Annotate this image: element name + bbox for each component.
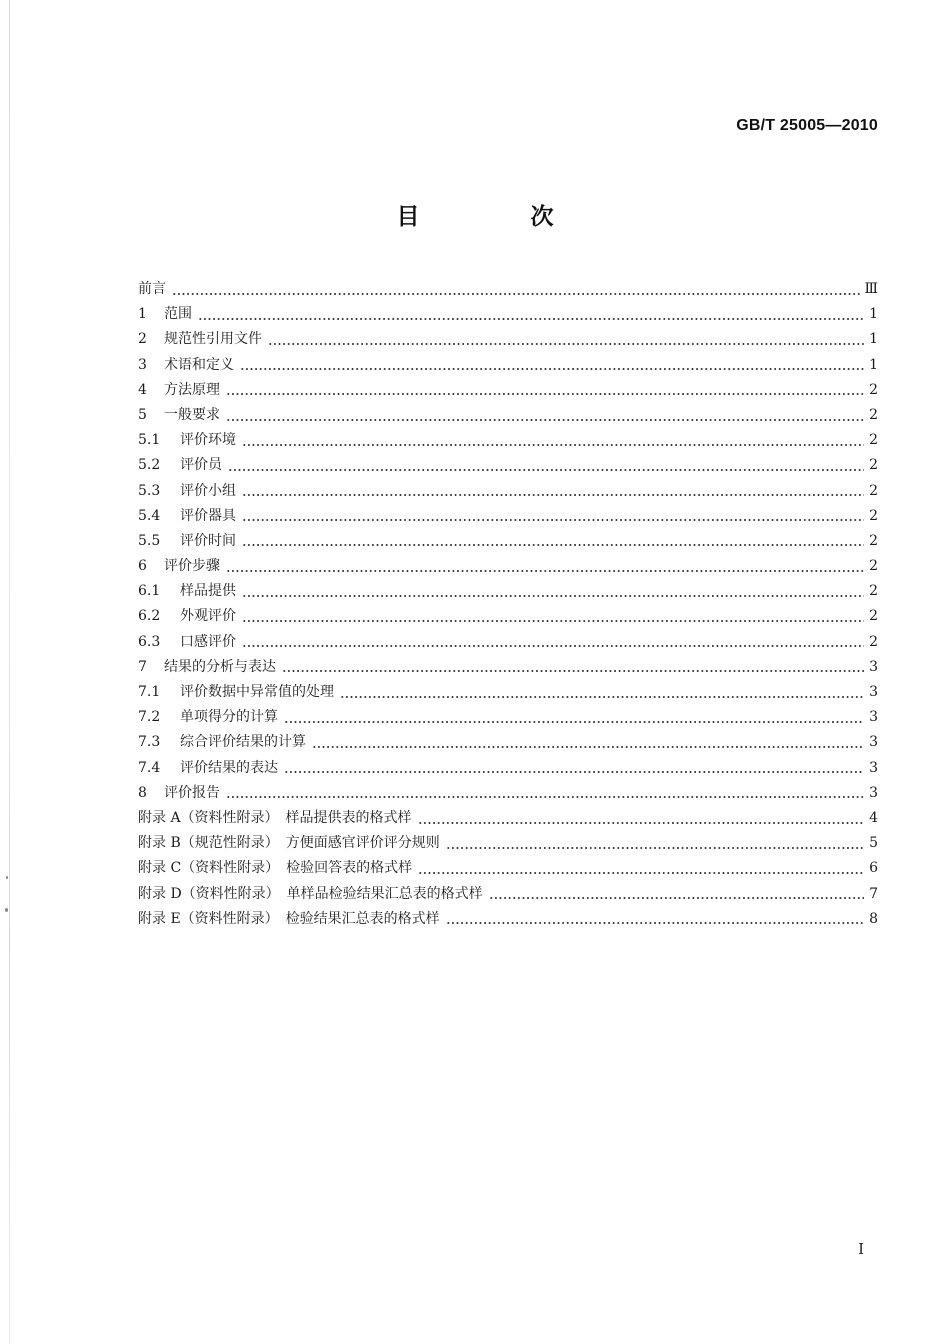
toc-entry-label: 样品提供 xyxy=(180,583,236,600)
toc-dot-leader xyxy=(242,585,864,599)
table-of-contents xyxy=(138,277,878,932)
toc-entry-label: 口感评价 xyxy=(180,633,236,650)
toc-entry[interactable] xyxy=(138,630,878,655)
toc-entry[interactable] xyxy=(138,327,878,352)
standard-number: GB/T 25005—2010 xyxy=(736,117,878,134)
toc-dot-leader xyxy=(489,887,864,901)
toc-entry[interactable] xyxy=(138,277,878,302)
toc-entry-label: 附录 A（资料性附录） 样品提供表的格式样 xyxy=(138,809,412,826)
toc-entry[interactable] xyxy=(138,529,878,554)
toc-entry-label: 术语和定义 xyxy=(164,356,234,373)
toc-entry-page: 3 xyxy=(869,734,878,751)
toc-entry-label: 综合评价结果的计算 xyxy=(180,734,306,751)
toc-dot-leader xyxy=(242,635,864,649)
toc-entry-page: 8 xyxy=(869,910,878,927)
toc-dot-leader xyxy=(284,761,864,775)
toc-entry-label: 附录 E（资料性附录） 检验结果汇总表的格式样 xyxy=(138,910,440,927)
toc-entry-label: 评价结果的表达 xyxy=(180,759,278,776)
toc-dot-leader xyxy=(226,383,864,397)
toc-entry[interactable] xyxy=(138,403,878,428)
toc-entry-label: 单项得分的计算 xyxy=(180,709,278,726)
toc-dot-leader xyxy=(446,912,864,926)
toc-entry-page: 2 xyxy=(869,457,878,474)
toc-entry-label: 评价环境 xyxy=(180,432,236,449)
toc-entry-number: 7.1 xyxy=(138,684,161,700)
toc-entry-number: 5.4 xyxy=(138,507,161,524)
toc-entry-number: 5.2 xyxy=(138,457,161,474)
toc-entry[interactable] xyxy=(138,479,878,504)
toc-entry[interactable] xyxy=(138,579,878,604)
toc-dot-leader xyxy=(242,509,864,523)
toc-entry-page: 1 xyxy=(869,331,878,348)
toc-entry-page: 5 xyxy=(869,835,878,852)
toc-entry-number: 6.3 xyxy=(138,633,161,650)
toc-entry-page: Ⅲ xyxy=(864,281,878,297)
toc-entry-number: 3 xyxy=(138,356,147,373)
toc-dot-leader xyxy=(240,358,864,372)
toc-entry-number: 7.3 xyxy=(138,734,161,751)
toc-entry-label: 一般要求 xyxy=(164,406,220,423)
toc-entry[interactable] xyxy=(138,907,878,932)
toc-entry-number: 6.2 xyxy=(138,608,161,625)
toc-dot-leader xyxy=(242,534,864,548)
toc-dot-leader xyxy=(228,459,864,473)
toc-entry-number: 4 xyxy=(138,381,147,398)
toc-dot-leader xyxy=(226,409,864,423)
toc-dot-leader xyxy=(446,837,864,851)
toc-entry-number: 7.4 xyxy=(138,759,161,776)
toc-entry-label: 附录 D（资料性附录） 单样品检验结果汇总表的格式样 xyxy=(138,885,483,902)
toc-entry[interactable] xyxy=(138,604,878,629)
toc-entry-page: 3 xyxy=(869,709,878,726)
toc-dot-leader xyxy=(226,560,864,574)
toc-entry-label: 结果的分析与表达 xyxy=(164,658,276,675)
toc-entry-number: 5 xyxy=(138,406,147,423)
toc-entry-page: 3 xyxy=(869,684,878,700)
toc-dot-leader xyxy=(418,862,864,876)
toc-entry-label: 评价时间 xyxy=(180,532,236,549)
toc-dot-leader xyxy=(172,283,860,297)
toc-entry-number: 6.1 xyxy=(138,583,161,600)
toc-entry-page: 2 xyxy=(869,558,878,575)
toc-entry-number: 5.5 xyxy=(138,532,161,549)
toc-entry[interactable] xyxy=(138,428,878,453)
toc-entry-page: 3 xyxy=(869,759,878,776)
toc-entry[interactable] xyxy=(138,680,878,705)
toc-entry-page: 7 xyxy=(869,885,878,902)
toc-dot-leader xyxy=(284,711,864,725)
toc-entry-page: 2 xyxy=(869,532,878,549)
toc-entry-label: 方法原理 xyxy=(164,381,220,398)
toc-entry-label: 评价数据中异常值的处理 xyxy=(180,684,334,700)
toc-entry-label: 评价器具 xyxy=(180,507,236,524)
scan-speck xyxy=(6,876,8,879)
toc-dot-leader xyxy=(268,333,864,347)
toc-entry-label: 评价报告 xyxy=(164,784,220,801)
toc-entry-page: 3 xyxy=(869,784,878,801)
toc-entry[interactable] xyxy=(138,705,878,730)
toc-entry[interactable] xyxy=(138,378,878,403)
toc-entry-label: 规范性引用文件 xyxy=(164,331,262,348)
toc-entry-number: 5.1 xyxy=(138,432,161,449)
toc-entry[interactable] xyxy=(138,856,878,881)
toc-dot-leader xyxy=(198,308,864,322)
toc-entry-page: 2 xyxy=(869,432,878,449)
toc-entry[interactable] xyxy=(138,756,878,781)
toc-dot-leader xyxy=(340,686,864,700)
toc-entry-number: 8 xyxy=(138,784,147,801)
toc-entry-label: 附录 B（规范性附录） 方便面感官评价评分规则 xyxy=(138,835,440,852)
toc-entry-page: 2 xyxy=(869,406,878,423)
toc-entry-page: 4 xyxy=(869,809,878,826)
toc-dot-leader xyxy=(242,610,864,624)
toc-dot-leader xyxy=(242,434,864,448)
toc-entry[interactable] xyxy=(138,453,878,478)
toc-entry[interactable] xyxy=(138,554,878,579)
toc-entry-number: 2 xyxy=(138,331,147,348)
scan-speck xyxy=(5,908,8,912)
toc-entry-page: 2 xyxy=(869,381,878,398)
toc-entry-label: 范围 xyxy=(164,306,192,323)
toc-entry[interactable] xyxy=(138,730,878,755)
toc-entry[interactable] xyxy=(138,655,878,680)
toc-entry-page: 6 xyxy=(869,860,878,877)
page-number: I xyxy=(858,1240,864,1258)
toc-dot-leader xyxy=(226,786,864,800)
toc-entry[interactable] xyxy=(138,831,878,856)
toc-entry-label: 外观评价 xyxy=(180,608,236,625)
toc-entry-page: 1 xyxy=(869,306,878,323)
toc-entry-label: 评价小组 xyxy=(180,482,236,499)
toc-dot-leader xyxy=(282,660,864,674)
toc-entry-page: 2 xyxy=(869,507,878,524)
toc-dot-leader xyxy=(312,736,864,750)
toc-entry-page: 2 xyxy=(869,633,878,650)
toc-entry-number: 1 xyxy=(138,306,147,323)
toc-entry[interactable] xyxy=(138,302,878,327)
toc-entry-page: 2 xyxy=(869,583,878,600)
toc-dot-leader xyxy=(418,812,864,826)
toc-title: 目 次 xyxy=(396,204,598,230)
toc-entry-page: 2 xyxy=(869,482,878,499)
toc-entry-number: 6 xyxy=(138,558,147,575)
toc-entry-number: 5.3 xyxy=(138,482,161,499)
toc-entry-label: 评价员 xyxy=(180,457,222,474)
toc-entry-page: 1 xyxy=(869,356,878,373)
toc-dot-leader xyxy=(242,484,864,498)
toc-entry-label: 附录 C（资料性附录） 检验回答表的格式样 xyxy=(138,860,413,877)
toc-entry-label: 前言 xyxy=(138,281,166,297)
toc-entry-page: 3 xyxy=(869,658,878,675)
toc-entry-number: 7 xyxy=(138,658,147,675)
toc-entry-page: 2 xyxy=(869,608,878,625)
toc-entry-number: 7.2 xyxy=(138,709,161,726)
toc-entry[interactable] xyxy=(138,781,878,806)
toc-entry[interactable] xyxy=(138,882,878,907)
toc-entry-label: 评价步骤 xyxy=(164,558,220,575)
toc-entry[interactable] xyxy=(138,353,878,378)
toc-entry[interactable] xyxy=(138,806,878,831)
toc-entry[interactable] xyxy=(138,504,878,529)
